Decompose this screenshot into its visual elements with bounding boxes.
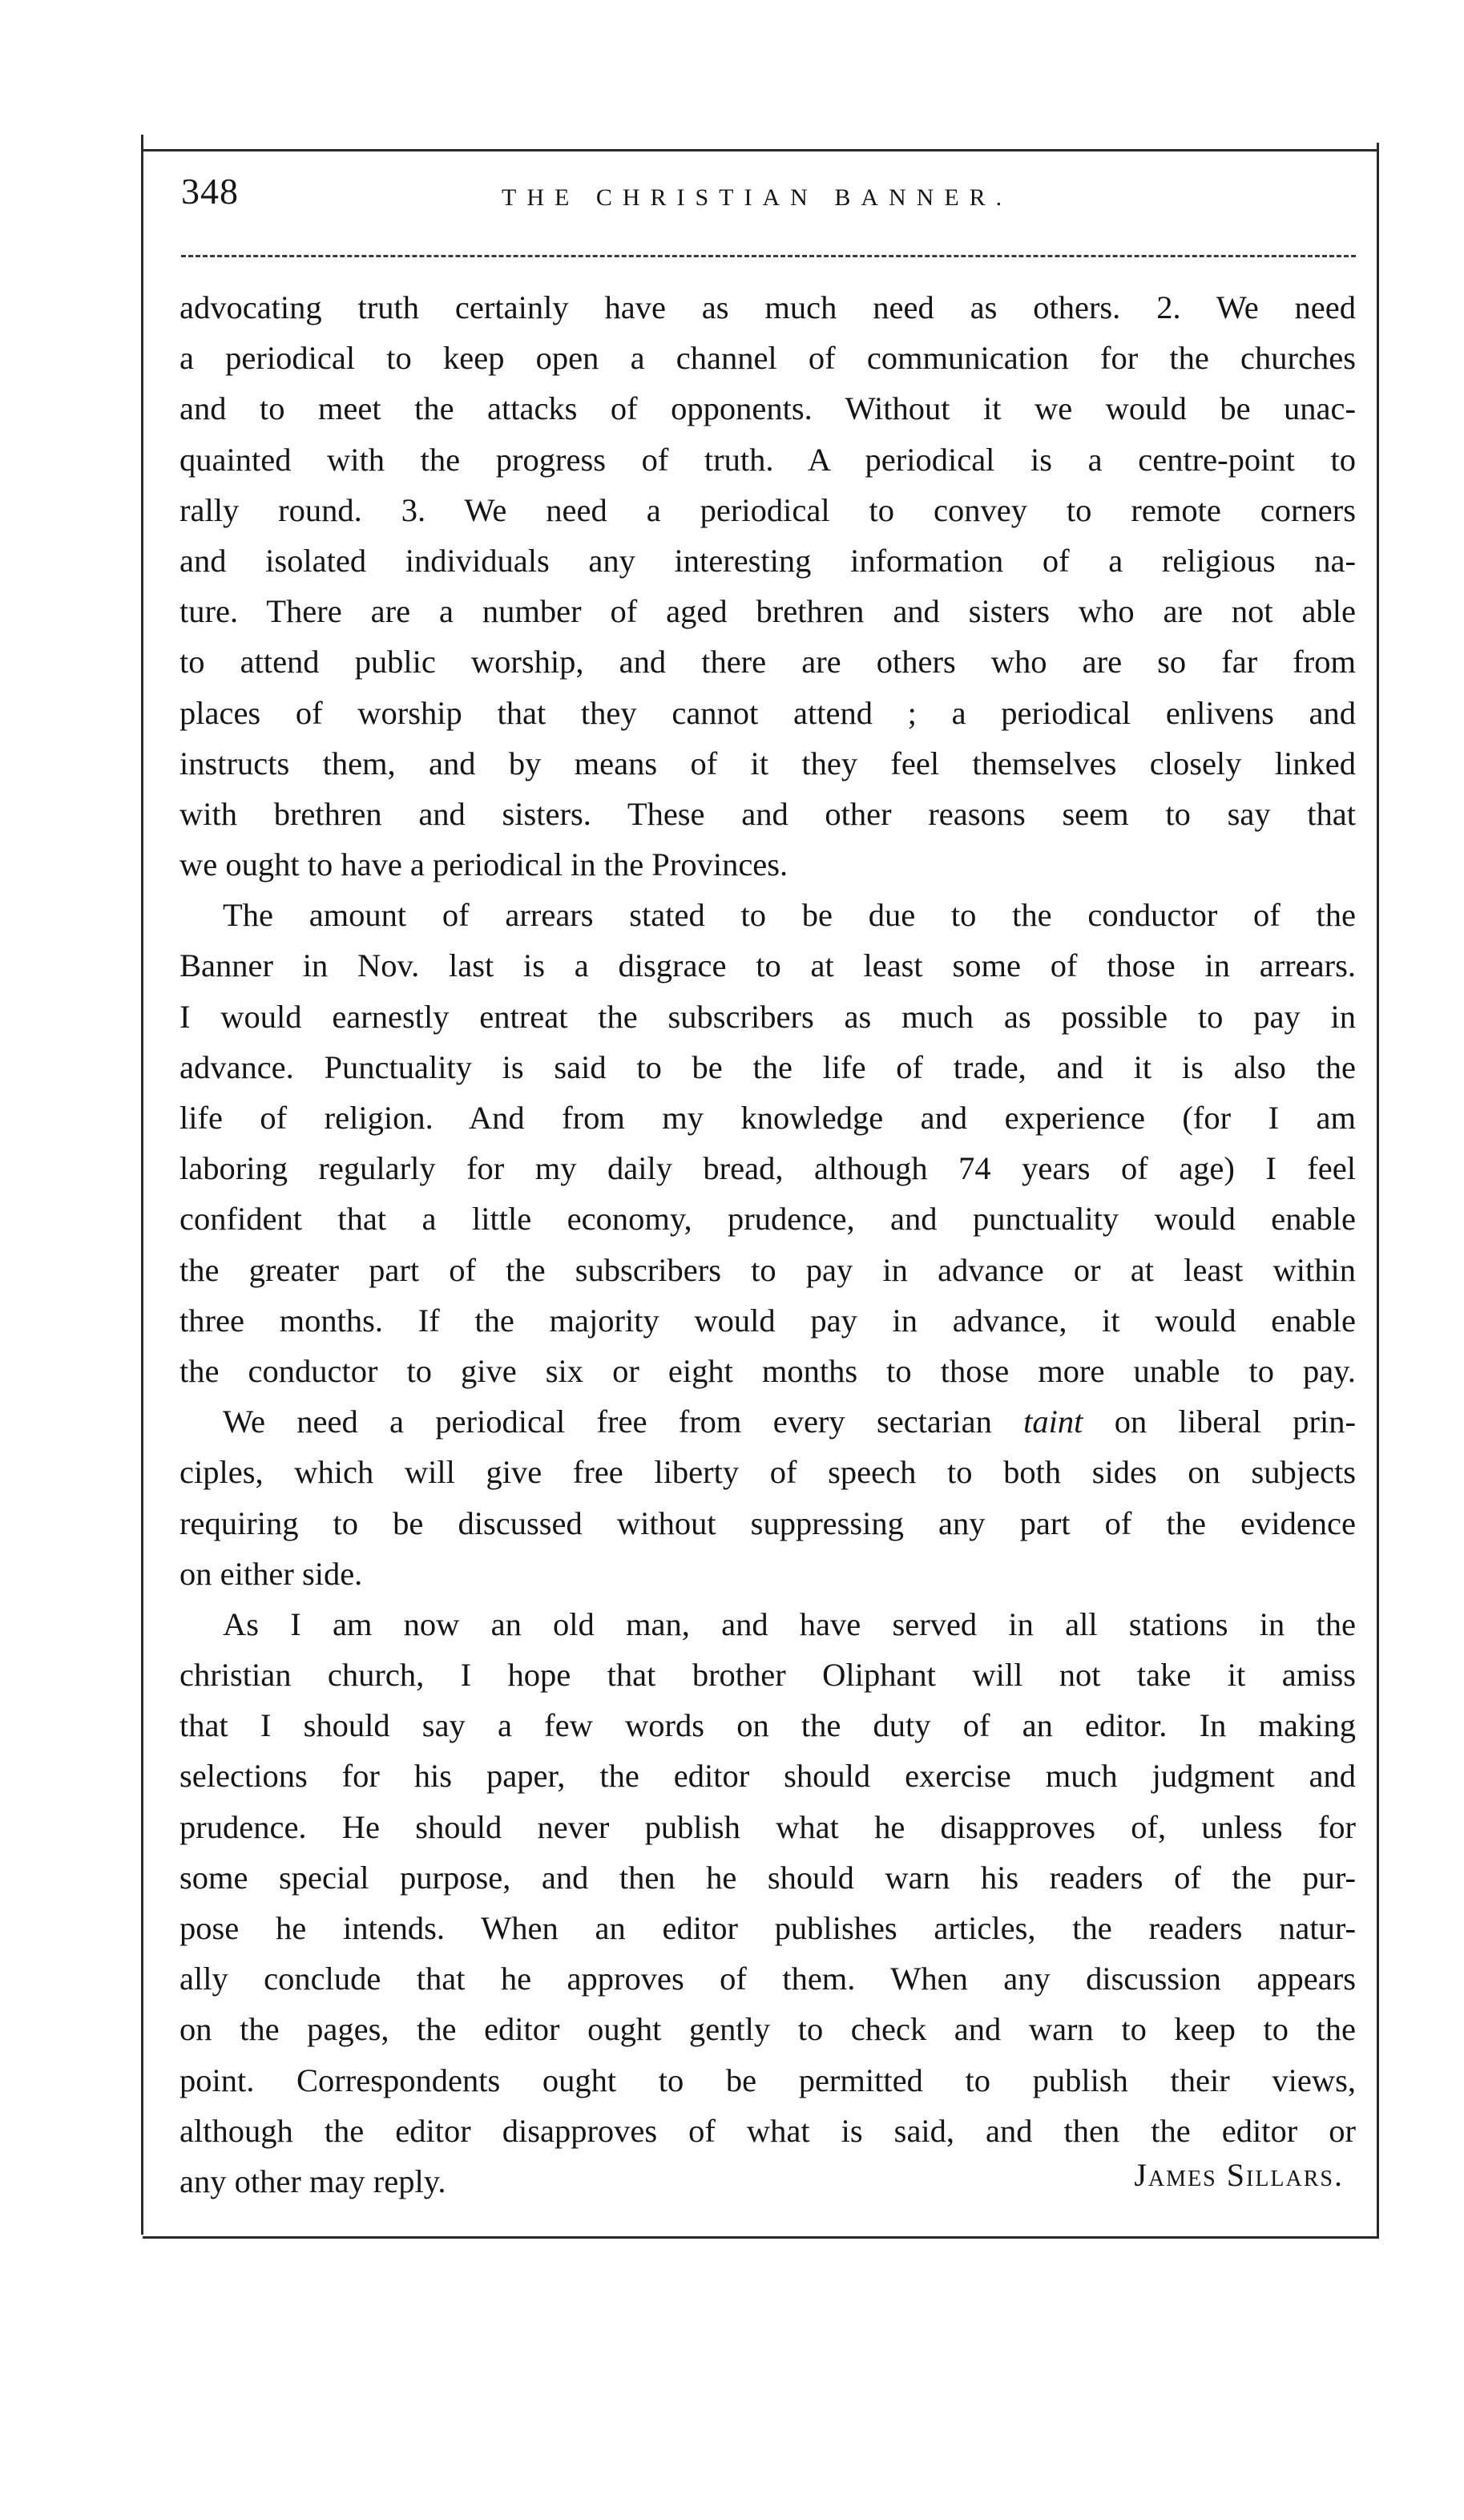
text-segment: on liberal prin-: [1114, 1403, 1356, 1440]
text-line: with brethren and sisters. These and other reasons seem to say that: [179, 795, 1356, 832]
text-segment: We need a periodical free from every sectarian: [223, 1403, 992, 1440]
text-line: and to meet the attacks of opponents. Without it we would be unac-: [179, 390, 1356, 427]
text-line: the greater part of the subscribers to pay in advance or at least within: [179, 1251, 1356, 1288]
text-line: Banner in Nov. last is a disgrace to at least some of those in arrears.: [179, 947, 1356, 984]
text-line: selections for his paper, the editor should exercise much judgment and: [179, 1758, 1356, 1795]
text-line: ally conclude that he approves of them. When any discussion appears: [179, 1961, 1356, 1997]
text-line: life of religion. And from my knowledge and experience (for I am: [179, 1100, 1356, 1136]
running-head: THE CHRISTIAN BANNER.: [502, 184, 1013, 211]
text-line: rally round. 3. We need a periodical to convey to remote corners: [179, 491, 1356, 528]
left-border-rule: [141, 135, 143, 2235]
text-line: laboring regularly for my daily bread, although 74 years of age) I feel: [179, 1150, 1356, 1187]
text-line: I would earnestly entreat the subscribers as much as possible to pay in: [179, 998, 1356, 1035]
text-line: that I should say a few words on the duty of an editor. In making: [179, 1707, 1356, 1744]
header-divider: [181, 255, 1356, 257]
author-signature: James Sillars.: [1134, 2157, 1344, 2193]
text-line: pose he intends. When an editor publishes articles, the readers natur-: [179, 1910, 1356, 1946]
page-header: [181, 170, 1355, 226]
page-number: 348: [181, 171, 239, 212]
text-line: advance. Punctuality is said to be the life of trade, and it is also the: [179, 1048, 1356, 1085]
right-border-rule: [1377, 143, 1379, 2239]
text-line: quainted with the progress of truth. A periodical is a centre-point to: [179, 441, 1356, 478]
text-line-with-italic: [179, 1396, 1356, 1447]
text-line: the conductor to give six or eight months to those more unable to pay.: [179, 1352, 1356, 1389]
text-line: we ought to have a periodical in the Provinces.: [179, 846, 788, 883]
italic-word: taint: [1023, 1403, 1083, 1440]
text-line: christian church, I hope that brother Oliphant will not take it amiss: [179, 1657, 1356, 1694]
text-line: and isolated individuals any interesting information of a religious na-: [179, 542, 1356, 579]
article-body: [179, 282, 1356, 2207]
text-line: any other may reply.: [179, 2163, 446, 2199]
bottom-border-rule: [143, 2236, 1378, 2239]
text-line: places of worship that they cannot attend ; a periodical enlivens and: [179, 694, 1356, 731]
text-line: a periodical to keep open a channel of communication for the churches: [179, 340, 1356, 377]
text-line: on either side.: [179, 1555, 363, 1592]
text-line: confident that a little economy, prudence, and punctuality would enable: [179, 1201, 1356, 1238]
text-line: The amount of arrears stated to be due to the conductor of the: [223, 897, 1356, 934]
text-line: instructs them, and by means of it they feel themselves closely linked: [179, 745, 1356, 781]
text-line: As I am now an old man, and have served in all stations in the: [223, 1605, 1356, 1642]
top-border-rule: [143, 149, 1378, 151]
text-line: some special purpose, and then he should warn his readers of the pur-: [179, 1859, 1356, 1896]
text-line: prudence. He should never publish what he disapproves of, unless for: [179, 1808, 1356, 1845]
text-line: on the pages, the editor ought gently to check and warn to keep to the: [179, 2011, 1356, 2048]
text-line: ture. There are a number of aged brethren and sisters who are not able: [179, 593, 1356, 630]
text-line: advocating truth certainly have as much need as others. 2. We need: [179, 289, 1356, 325]
text-line: to attend public worship, and there are others who are so far from: [179, 644, 1356, 680]
text-line: requiring to be discussed without suppressing any part of the evidence: [179, 1504, 1356, 1541]
text-line: ciples, which will give free liberty of speech to both sides on subjects: [179, 1454, 1356, 1491]
text-line: although the editor disapproves of what is said, and then the editor or: [179, 2112, 1356, 2149]
text-line: point. Correspondents ought to be permitted to publish their views,: [179, 2062, 1356, 2098]
text-line: three months. If the majority would pay in advance, it would enable: [179, 1302, 1356, 1339]
